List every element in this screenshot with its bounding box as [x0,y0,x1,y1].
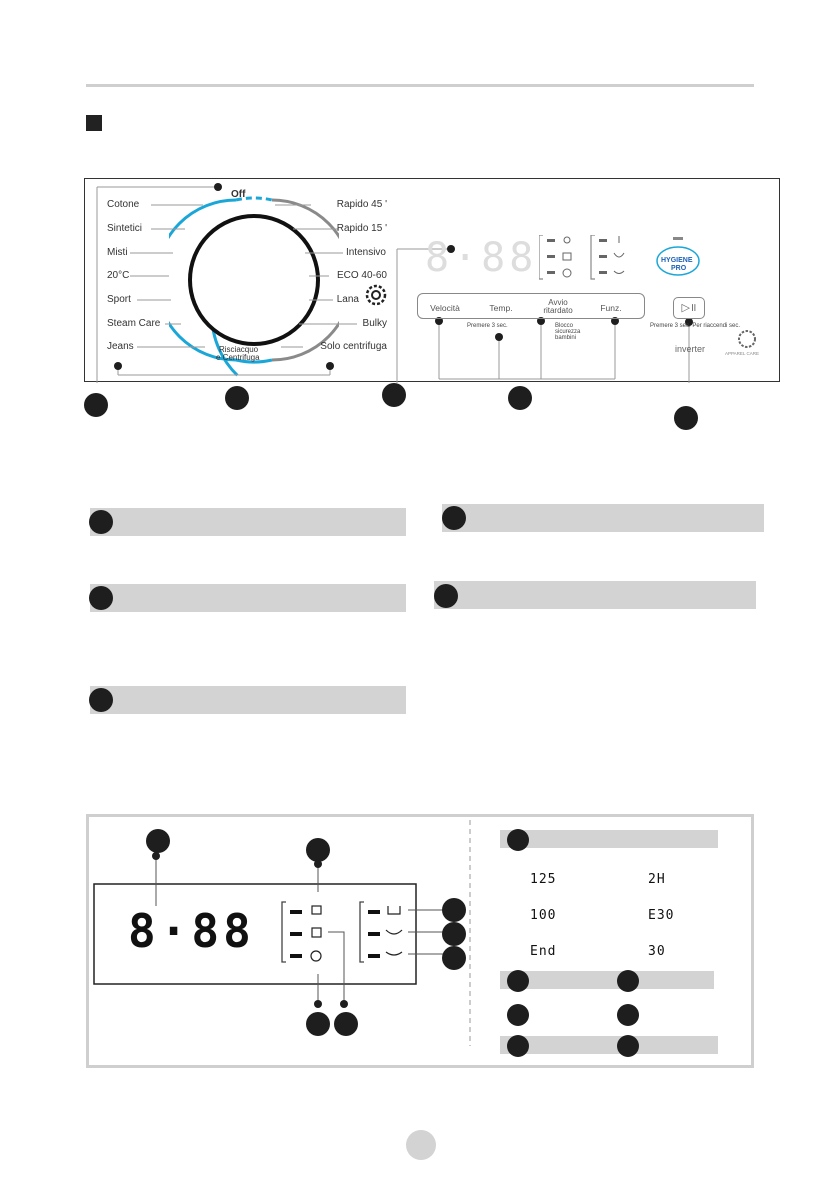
button-temp[interactable]: Temp. [489,303,513,313]
section-badge-3 [89,586,113,610]
section-badge-5 [89,688,113,712]
callout-badge-4 [508,386,532,410]
program-jeans[interactable]: Jeans [107,341,134,352]
program-sport[interactable]: Sport [107,294,131,305]
code-left-2: 100 [530,908,557,923]
start-pause-button[interactable]: ▷॥ [673,297,705,319]
section-bar-4 [434,581,756,609]
program-solo-centrifuga[interactable]: Solo centrifuga [320,341,387,352]
section-bar-3 [90,584,406,612]
inverter-logo: inverter [675,344,706,354]
program-rapido-45[interactable]: Rapido 45 ' [336,199,387,210]
detail-badge-b [306,838,330,862]
code-left-3: End [530,944,557,959]
code-badge-3 [617,970,639,992]
program-rinse-line1[interactable]: Risciacquo [219,345,259,354]
indicator-icons [539,235,629,283]
program-rapido-15[interactable]: Rapido 15 ' [336,223,387,234]
button-note-3sec: Premere 3 sec. [467,323,508,329]
callout-badge-3 [382,383,406,407]
code-badge-4 [507,1004,529,1026]
section-bar-2 [442,504,764,532]
callout-badge-2 [225,386,249,410]
start-note: Premere 3 sec. Per riaccendi sec. [650,323,741,329]
detail-badge-f [306,1012,330,1036]
page-number-circle [406,1130,436,1160]
detail-badge-a [146,829,170,853]
program-cotone[interactable]: Cotone [107,199,140,210]
apparel-care-text: APPAREL CARE [725,351,760,356]
woolmark-icon [365,284,387,306]
detail-badge-e [442,946,466,970]
child-lock-note: Blocco sicurezza bambini [555,323,581,341]
code-left-1: 125 [530,872,557,887]
apparel-care-icon [735,329,759,349]
section-bar-5 [90,686,406,714]
section-bar-1 [90,508,406,536]
code-badge-1 [507,829,529,851]
detail-badge-g [334,1012,358,1036]
program-misti[interactable]: Misti [107,247,128,258]
section-marker [86,115,102,131]
program-sintetici[interactable]: Sintetici [107,223,143,234]
section-badge-2 [442,506,466,530]
callout-badge-5 [674,406,698,430]
code-badge-7 [617,1035,639,1057]
program-rinse-line2: e Centrifuga [216,353,260,362]
code-right-3: 30 [648,944,666,959]
detail-badge-c [442,898,466,922]
program-eco[interactable]: ECO 40-60 [336,270,387,281]
section-badge-4 [434,584,458,608]
code-badge-2 [507,970,529,992]
program-off[interactable]: Off [231,189,246,200]
code-badge-5 [617,1004,639,1026]
button-velocita[interactable]: Velocità [430,303,460,313]
program-bulky[interactable]: Bulky [362,318,387,329]
program-intensivo[interactable]: Intensivo [345,247,386,258]
hygiene-text: HYGIENE [661,257,693,264]
program-20c[interactable]: 20°C [107,270,130,281]
button-avvio-ritardato[interactable]: Avvio ritardato [543,298,573,315]
section-badge-1 [89,510,113,534]
big-digit-display: 8·88 [128,904,255,958]
header-rule [86,84,754,87]
program-steam-care[interactable]: Steam Care [107,318,161,329]
program-lana[interactable]: Lana [336,294,359,305]
code-right-1: 2H [648,872,666,887]
code-badge-6 [507,1035,529,1057]
callout-badge-1 [84,393,108,417]
control-panel-illustration [84,178,780,382]
pro-text: PRO [671,265,687,272]
button-funz[interactable]: Funz. [600,303,622,313]
digit-display: 8·88 [425,235,538,281]
detail-badge-d [442,922,466,946]
code-right-2: E30 [648,908,675,923]
